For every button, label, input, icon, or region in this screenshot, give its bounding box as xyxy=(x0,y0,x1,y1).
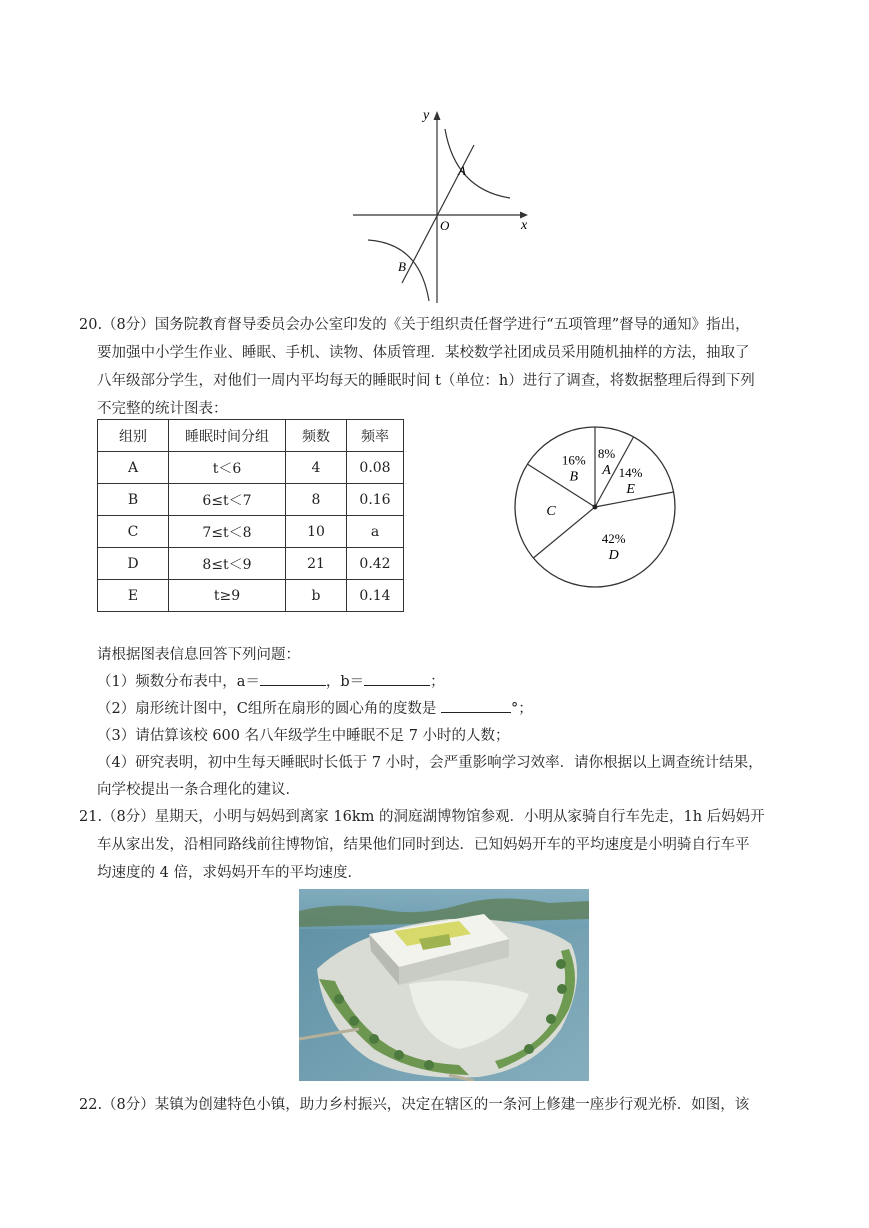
table-cell: 21 xyxy=(286,548,347,580)
pie-slice-label-c: C xyxy=(546,503,556,519)
q20-line-2: 要加强中小学生作业、睡眠、手机、读物、体质管理．某校数学社团成员采用随机抽样的方法，抽取了 xyxy=(97,345,750,361)
y-axis-arrow xyxy=(434,111,441,120)
table-cell: 0.08 xyxy=(347,452,404,484)
origin-label: O xyxy=(440,218,450,233)
q20-sub-3: （3）请估算该校 600 名八年级学生中睡眠不足 7 小时的人数； xyxy=(97,728,510,744)
museum-aerial-illustration xyxy=(299,889,589,1081)
q21-line-3: 均速度的 4 倍，求妈妈开车的平均速度． xyxy=(97,865,362,881)
answer-blank-a[interactable] xyxy=(260,671,326,686)
table-cell: 4 xyxy=(286,452,347,484)
sub2-end: °； xyxy=(510,701,533,717)
q20-line-4: 不完整的统计图表： xyxy=(97,401,228,417)
table-cell: 0.14 xyxy=(347,580,404,612)
table-cell: 8 xyxy=(286,484,347,516)
frequency-table xyxy=(97,419,404,612)
table-cell: b xyxy=(286,580,347,612)
answer-blank-b[interactable] xyxy=(364,671,430,686)
sub1-a-label: （1）频数分布表中，a＝ xyxy=(97,674,260,690)
sub1-end: ； xyxy=(430,674,445,690)
q20-prompt: 请根据图表信息回答下列问题： xyxy=(97,647,300,663)
pie-percent-label-b: 16% xyxy=(561,452,586,468)
table-cell: E xyxy=(98,580,169,612)
hyperbola-branch-upper xyxy=(445,129,510,198)
table-cell: a xyxy=(347,516,404,548)
table-header-cell: 组别 xyxy=(98,420,169,452)
table-header-row xyxy=(98,420,404,452)
q20-sub-2 xyxy=(97,697,533,718)
y-axis-label: y xyxy=(423,108,430,123)
table-cell: B xyxy=(98,484,169,516)
q21-line-1: 21.（8分）星期天，小明与妈妈到离家 16km 的洞庭湖博物馆参观．小明从家骑自行车先走，1h 后妈妈开 xyxy=(79,809,765,825)
table-header-cell: 睡眠时间分组 xyxy=(169,420,286,452)
table-cell: D xyxy=(98,548,169,580)
coordinate-graph xyxy=(350,103,540,308)
q21-line-2: 车从家出发，沿相同路线前往博物馆，结果他们同时到达．已知妈妈开车的平均速度是小明骑自行车平 xyxy=(97,837,750,853)
table-row xyxy=(98,484,404,516)
table-header-cell: 频数 xyxy=(286,420,347,452)
point-a-label: A xyxy=(458,163,466,178)
pie-slice-label-e: E xyxy=(626,482,635,498)
q20-line-1: 20.（8分）国务院教育督导委员会办公室印发的《关于组织责任督学进行“五项管理”督导的通知》指出， xyxy=(79,317,750,333)
q20-sub-4-line-1: （4）研究表明，初中生每天睡眠时长低于 7 小时，会严重影响学习效率．请你根据以上调查统计结果， xyxy=(97,755,763,771)
pie-percent-label-d: 42% xyxy=(601,530,626,546)
pie-slice-label-a: A xyxy=(602,463,611,479)
q20-line-3: 八年级部分学生，对他们一周内平均每天的睡眠时间 t（单位：h）进行了调查，将数据整理后得到下列 xyxy=(97,373,755,389)
table-cell: 6≤t＜7 xyxy=(169,484,286,516)
table-cell: C xyxy=(98,516,169,548)
q20-sub-1 xyxy=(97,670,445,691)
pie-chart xyxy=(505,420,685,595)
table-header-cell: 频率 xyxy=(347,420,404,452)
table-row xyxy=(98,452,404,484)
pie-center xyxy=(593,505,598,510)
table-cell: t＜6 xyxy=(169,452,286,484)
sub1-b-label: ，b＝ xyxy=(325,674,365,690)
sub2-text: （2）扇形统计图中，C组所在扇形的圆心角的度数是 xyxy=(97,701,437,717)
table-cell: 10 xyxy=(286,516,347,548)
answer-blank-angle[interactable] xyxy=(441,698,511,713)
table-cell: 8≤t＜9 xyxy=(169,548,286,580)
table-cell: t≥9 xyxy=(169,580,286,612)
pie-percent-label-e: 14% xyxy=(618,465,643,481)
table-row xyxy=(98,516,404,548)
q22-line-1: 22.（8分）某镇为创建特色小镇，助力乡村振兴，决定在辖区的一条河上修建一座步行观光桥．如图，该 xyxy=(79,1097,750,1113)
pie-slice-label-d: D xyxy=(608,547,619,563)
table-cell: 7≤t＜8 xyxy=(169,516,286,548)
q20-sub-4-line-2: 向学校提出一条合理化的建议． xyxy=(97,782,300,798)
table-cell: 0.42 xyxy=(347,548,404,580)
pie-slice-label-b: B xyxy=(569,469,579,485)
pie-percent-label-a: 8% xyxy=(597,446,616,462)
table-cell: 0.16 xyxy=(347,484,404,516)
x-axis-label: x xyxy=(521,218,528,233)
table-cell: A xyxy=(98,452,169,484)
point-b-label: B xyxy=(398,259,406,274)
table-row xyxy=(98,580,404,612)
table-row xyxy=(98,548,404,580)
